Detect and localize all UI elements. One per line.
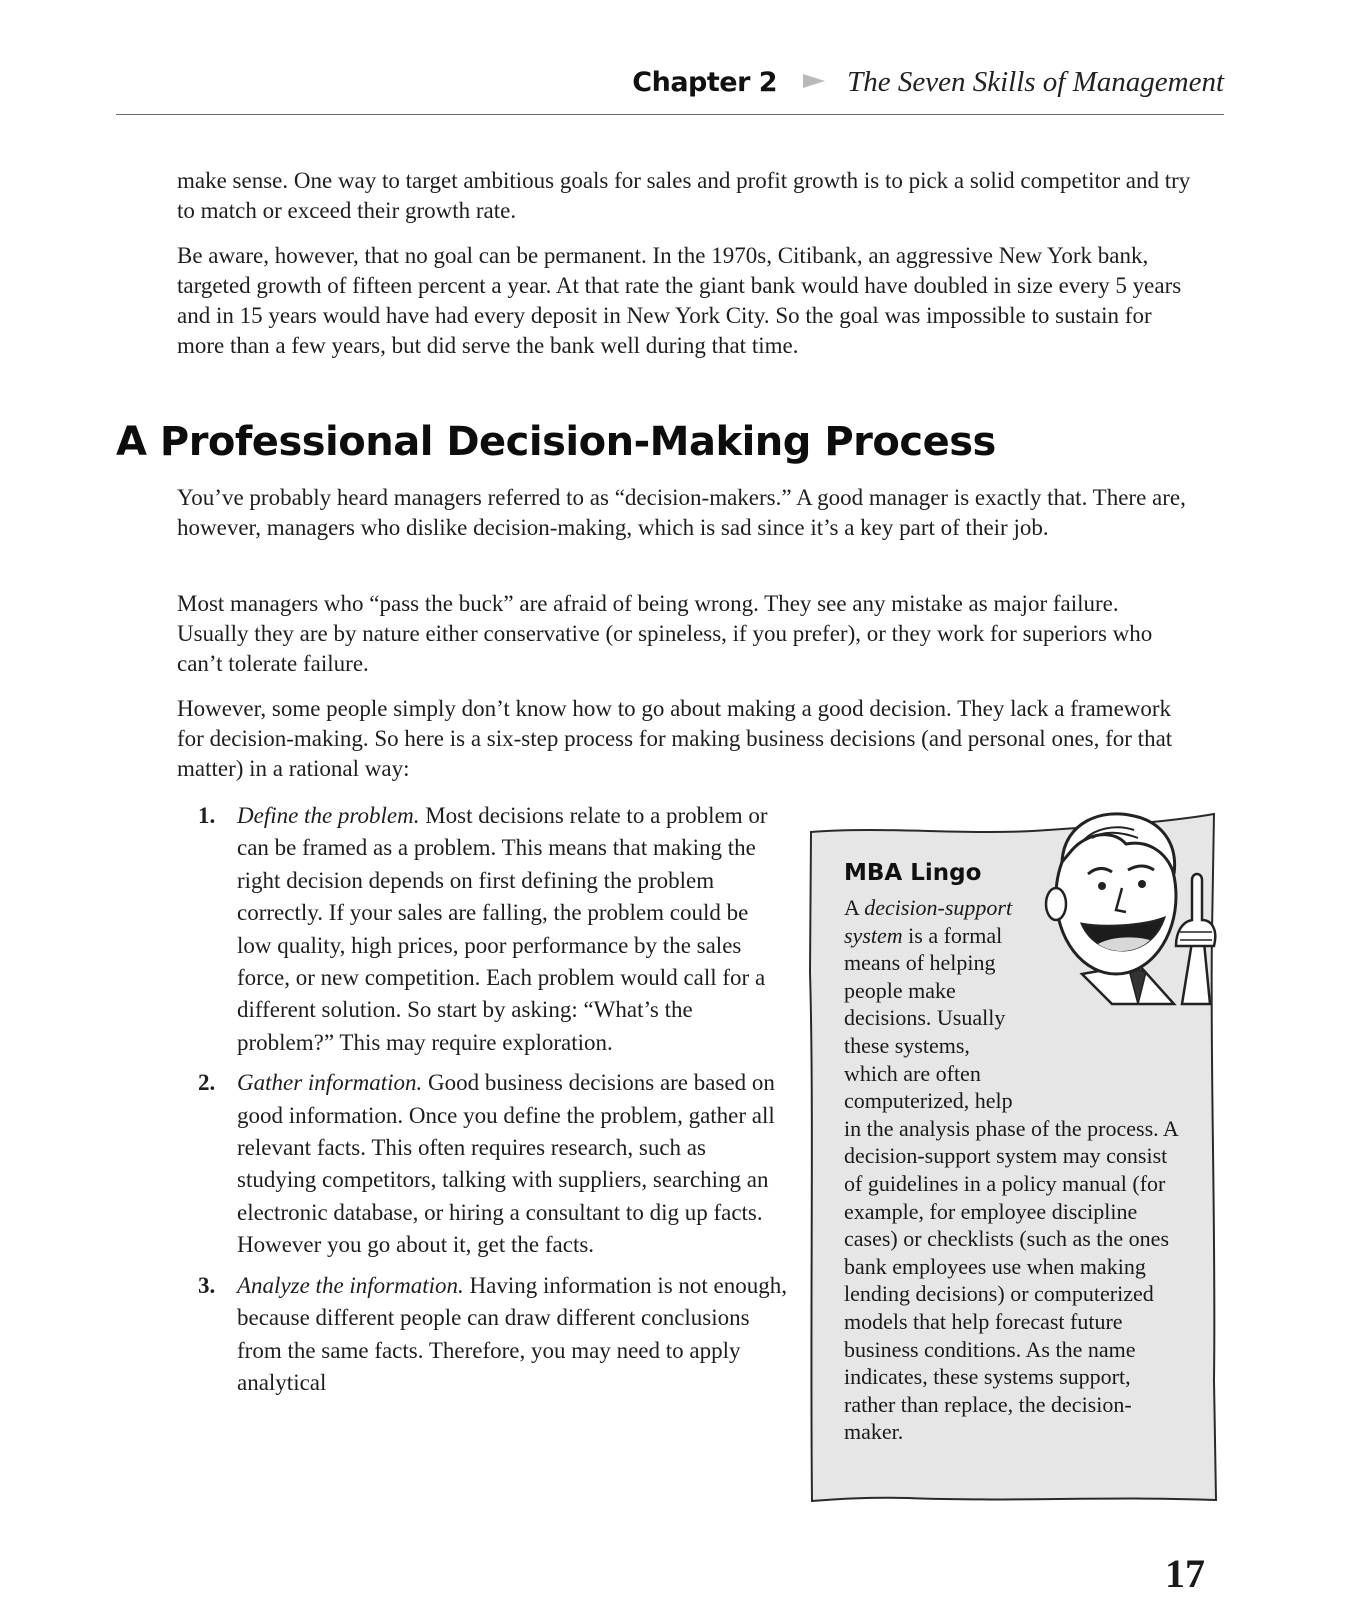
mba-lingo-sidebar [808,812,1218,1502]
chevron-right-icon [803,74,825,88]
list-item [198,1067,788,1261]
step-text: Good business decisions are based on good information. Once you define the problem, gather all relevant facts. This often requires research, such as studying competitors, talking with suppliers, searching an electronic database, or hiring a consultant to dig up facts. However you go about it, get the facts. [237,1070,775,1258]
chapter-title: The Seven Skills of Management [847,66,1224,98]
section-paragraph-2: Most managers who “pass the buck” are afraid of being wrong. They see any mistake as major failure. Usually they are by nature either conservative (or spineless, if you prefer), or they work for superiors who can’t tolerate failure. [177,591,1153,676]
section-heading: A Professional Decision-Making Process [116,419,996,465]
step-number: 1. [198,803,216,828]
step-text: Having information is not enough, because different people can draw different conclusions from the same facts. Therefore, you may need to apply analytical [237,1272,788,1395]
intro-paragraph-1: make sense. One way to target ambitious goals for sales and profit growth is to pick a solid competitor and try to match or exceed their growth rate. [177,168,1191,223]
section-paragraph-3: However, some people simply don’t know how to go about making a good decision. They lack a framework for decision-making. So here is a six-step process for making business decisions (and personal ones, for that matter) in a rational way: [177,696,1173,781]
sidebar-body [844,894,1184,1446]
decision-steps-list [198,800,788,1407]
step-term: Analyze the information. [237,1272,464,1298]
step-term: Define the problem. [237,803,420,828]
chapter-label: Chapter 2 [632,67,778,98]
section-paragraph-1: You’ve probably heard managers referred to as “decision-makers.” A good manager is exactly that. There are, however, managers who dislike decision-making, which is sad since it’s a key part of their job. [177,485,1186,540]
running-header [116,62,1224,115]
step-number: 3. [198,1272,216,1298]
intro-paragraph-2: Be aware, however, that no goal can be permanent. In the 1970s, Citibank, an aggressive New York bank, targeted growth of fifteen percent a year. At that rate the giant bank would have doubled in size every 5 years and in 15 years would have had every deposit in New York City. So the goal was impossible to sustain for more than a few years, but did serve the bank well during that time. [177,243,1182,358]
sidebar-term: decision-support system [844,895,1013,948]
step-text: Most decisions relate to a problem or can be framed as a problem. This means that making the right decision depends on first defining the problem correctly. If your sales are falling, the problem could be low quality, high prices, poor performance by the sales force, or new competition. Each problem would call for a different solution. So start by asking: “What’s the problem?” This may require exploration. [237,803,768,1055]
sidebar-lead: A [844,895,865,920]
sidebar-definition: is a formal means of helping people make decisions. Usually these systems, which are often computerized, help in the analysis phase of the process. A decision-support system may consist of guidelines in a policy manual (for example, for employee discipline cases) or checklists (such as the ones bank employees use when making lending decisions) or computerized models that help forecast future business conditions. As the name indicates, these systems support, rather than replace, the decision-maker. [844,922,1178,1445]
list-item [198,800,788,1059]
page-number: 17 [1165,1551,1205,1596]
step-term: Gather information. [237,1070,423,1096]
list-item [198,1270,788,1400]
sidebar-title: MBA Lingo [844,860,982,886]
step-number: 2. [198,1070,216,1096]
